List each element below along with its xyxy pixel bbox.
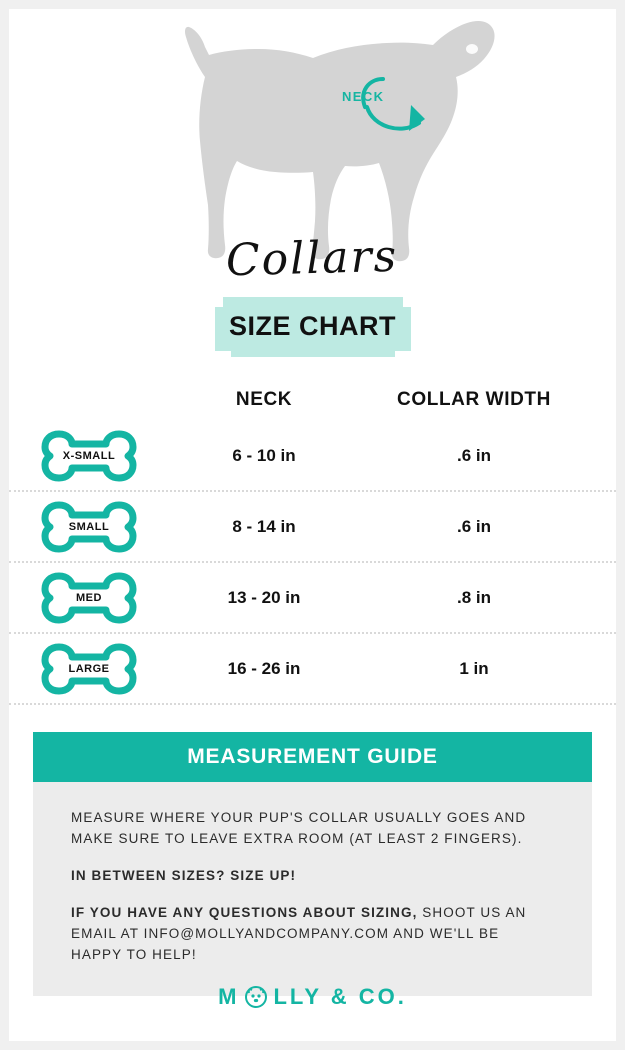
brand-text-left: M (218, 984, 240, 1009)
size-table (9, 389, 616, 705)
size-label: MED (76, 591, 102, 604)
cell-collar-width: .8 in (456, 587, 491, 607)
measurement-guide-body (33, 782, 592, 996)
neck-callout-label: NECK (342, 89, 385, 104)
measurement-guide (33, 732, 592, 996)
page-inner (9, 9, 616, 1041)
column-header-neck: NECK (235, 389, 293, 410)
cell-collar-width: .6 in (456, 516, 491, 536)
cell-collar-width: 1 in (459, 658, 489, 678)
footer (9, 984, 616, 1010)
dog-face-icon (245, 986, 267, 1008)
table-row (9, 492, 616, 563)
highlight-band-top (223, 297, 403, 307)
title-block (9, 230, 616, 341)
guide-paragraph-2: IN BETWEEN SIZES? SIZE UP! (71, 867, 297, 883)
cell-collar-width: .6 in (456, 445, 491, 465)
size-label: X-SMALL (62, 449, 116, 462)
guide-paragraph-1: MEASURE WHERE YOUR PUP'S COLLAR USUALLY GOES AND MAKE SURE TO LEAVE EXTRA ROOM (AT LEAST 2 FINGERS). (71, 810, 527, 846)
size-label: SMALL (68, 520, 110, 533)
guide-paragraph-3-bold: IF YOU HAVE ANY QUESTIONS ABOUT SIZING, (71, 904, 418, 920)
measurement-guide-header: MEASUREMENT GUIDE (33, 732, 592, 782)
size-badge (9, 570, 169, 626)
table-body (9, 421, 616, 705)
guide-paragraph-3 (71, 903, 554, 966)
page-title: SIZE CHART (229, 311, 396, 341)
table-row (9, 563, 616, 634)
script-title: Collars (225, 230, 400, 287)
brand-text-right: LLY & CO. (273, 984, 407, 1009)
highlight-band-bottom (231, 347, 395, 357)
cell-neck: 6 - 10 in (232, 445, 296, 465)
table-header-row (9, 389, 616, 411)
size-badge (9, 641, 169, 697)
table-row (9, 634, 616, 705)
cell-neck: 13 - 20 in (227, 587, 301, 607)
guide-paragraph-3-rest: SHOOT US AN EMAIL AT INFO@MOLLYANDCOMPANY.COM AND WE'LL BE HAPPY TO HELP! (71, 904, 527, 962)
brand-logo (218, 984, 407, 1010)
cell-neck: 16 - 26 in (227, 658, 301, 678)
size-label: LARGE (68, 662, 110, 675)
table-row (9, 421, 616, 492)
size-badge (9, 499, 169, 555)
size-badge (9, 428, 169, 484)
cell-neck: 8 - 14 in (232, 516, 296, 536)
column-header-collar-width: COLLAR WIDTH (397, 389, 551, 410)
